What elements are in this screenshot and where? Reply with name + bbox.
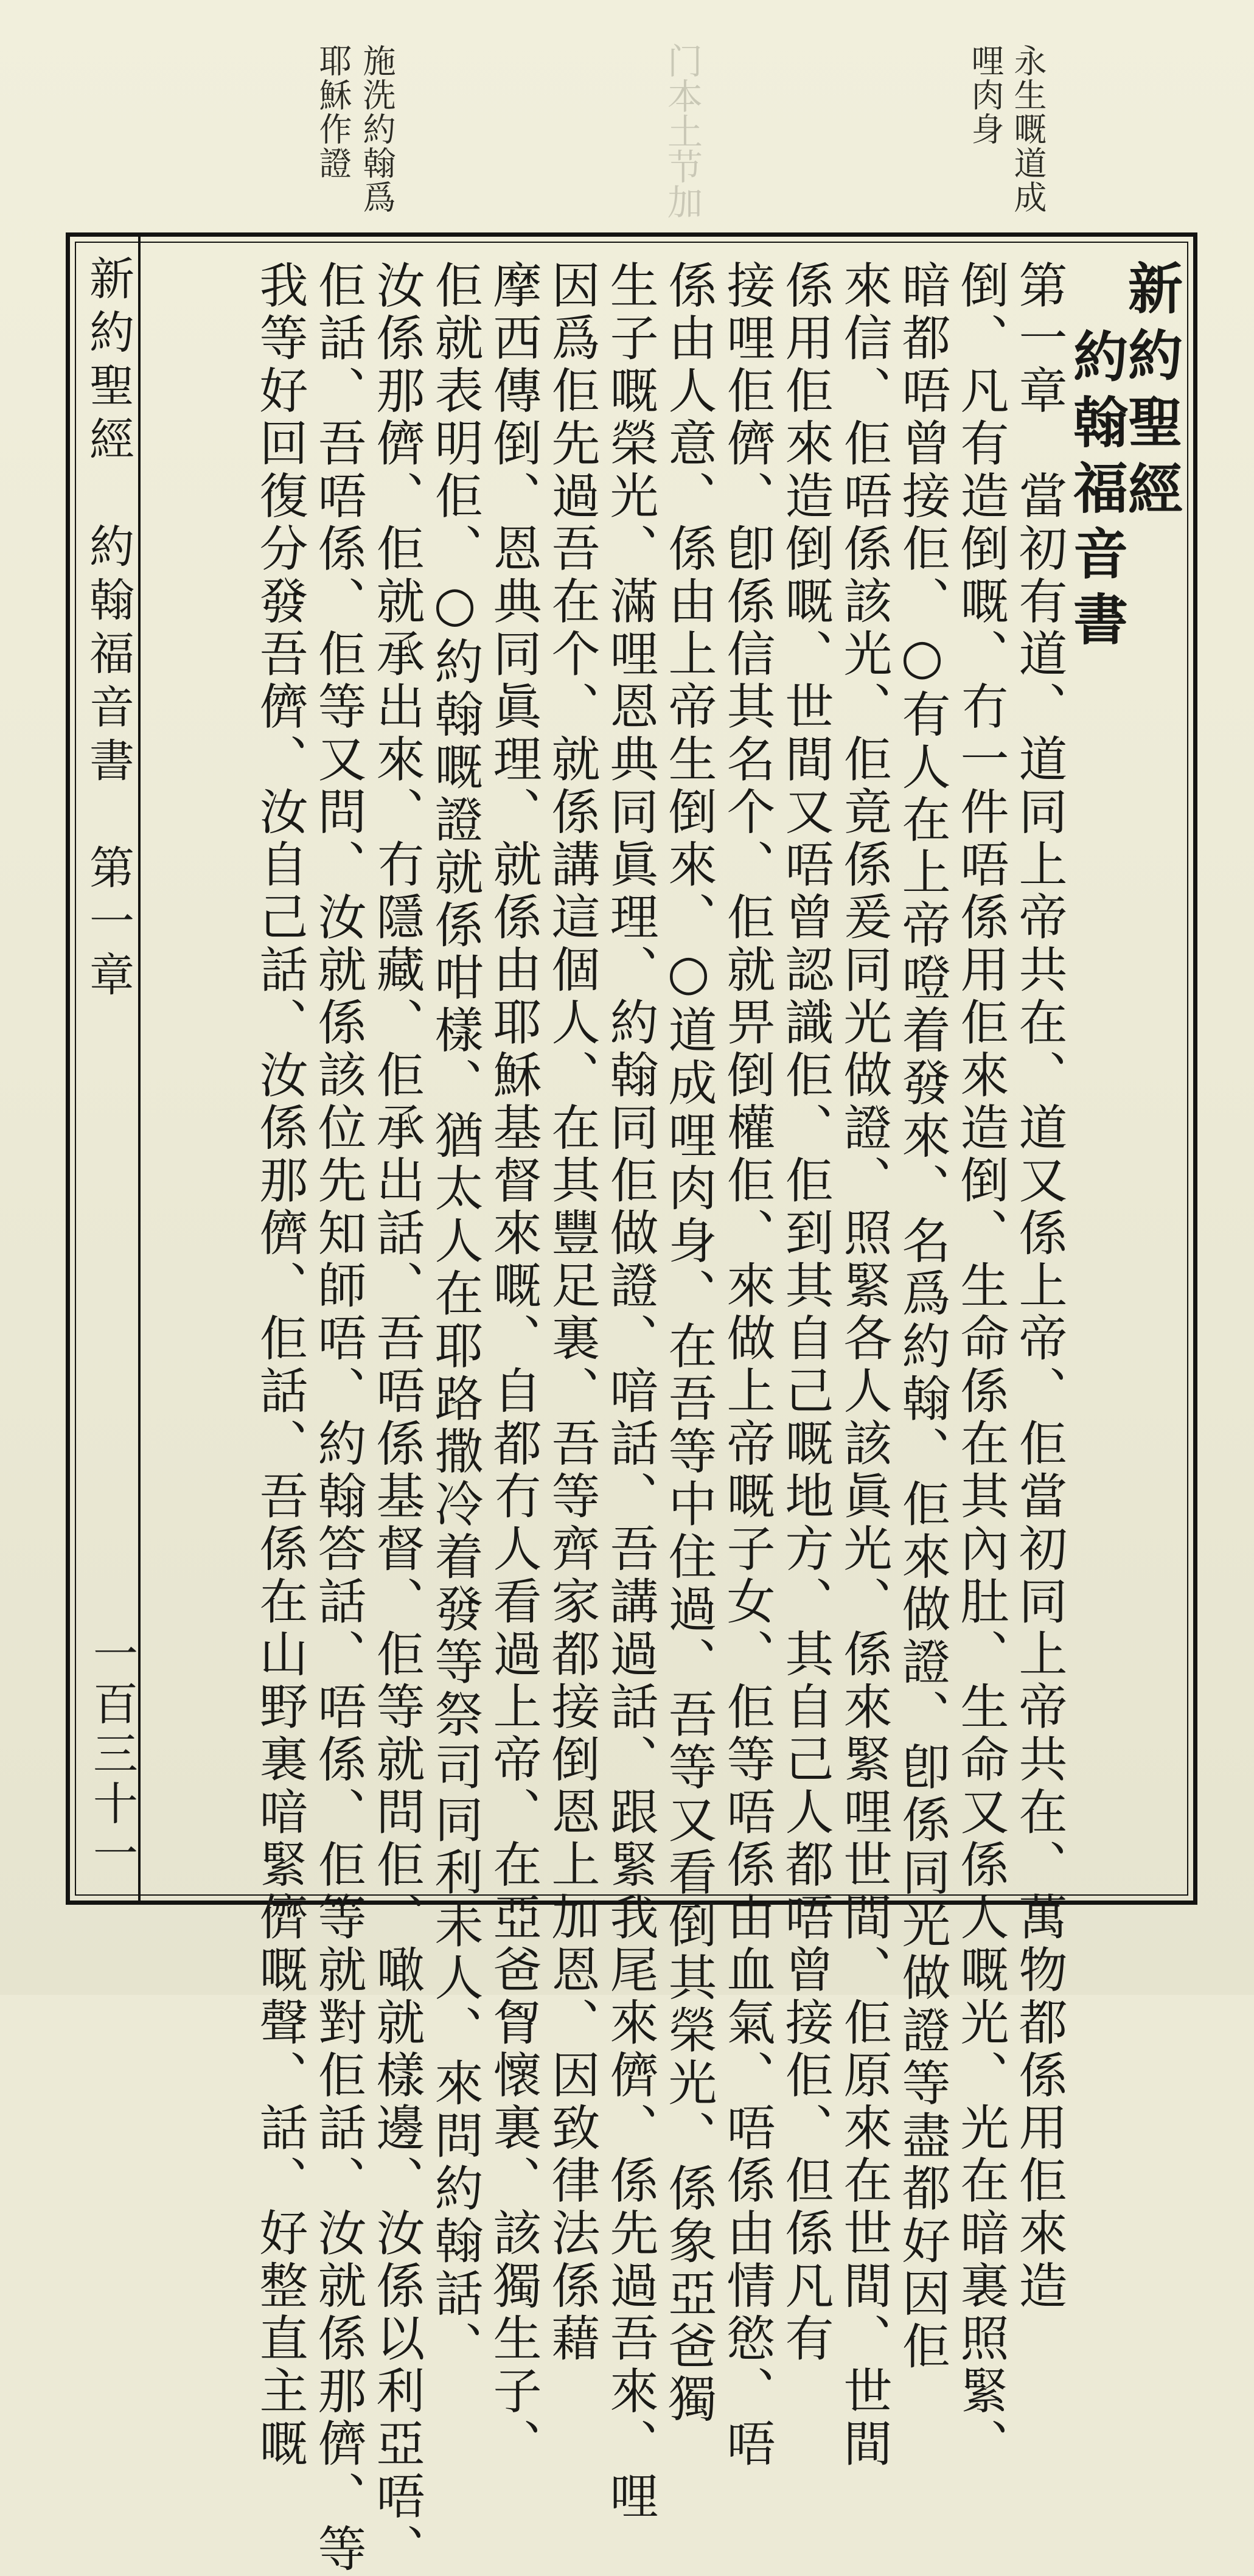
body-column-1: 第一章 當初有道、道同上帝共在、道又係上帝、佢當初同上帝共在、萬物都係用佢來造 bbox=[1011, 260, 1067, 2313]
body-column-3: 暗都唔曾接佢、○有人在上帝噔着發來、名爲約翰、佢來做證、卽係同光做證等盡都好因佢 bbox=[894, 260, 950, 2373]
book-title: 新約聖經 bbox=[1118, 260, 1183, 528]
body-column-6: 接哩佢儕、卽係信其名个、佢就畀倒權佢、來做上帝嘅子女、佢等唔係由血氣、唔係由情慾、唔 bbox=[719, 260, 775, 2471]
show-through-text: 门本土节加 bbox=[661, 43, 703, 219]
section-title: 約翰福音書 bbox=[1064, 328, 1128, 657]
body-column-5: 係用佢來造倒嘅、世間又唔曾認識佢、佢到其自己嘅地方、其自己人都唔曾接佢、但係凡有 bbox=[777, 260, 834, 2365]
body-column-8: 生子嘅榮光、滿哩恩典同眞理、約翰同佢做證、喑話、吾講過話、跟緊我尾來儕、係先過吾來、哩 bbox=[602, 260, 658, 2524]
page-number: 一百三十一 bbox=[86, 1630, 138, 1880]
margin-note-right-b: 哩肉身 bbox=[966, 44, 1005, 146]
margin-note-right-a: 永生嘅道成 bbox=[1009, 44, 1047, 214]
running-header: 新約聖經 約翰福音書 第一章 bbox=[82, 255, 134, 1005]
body-column-4: 來信、佢唔係該光、佢竟係爰同光做證、照緊各人該眞光、係來緊哩世間、佢原來在世間、世間 bbox=[835, 260, 892, 2471]
body-column-12: 汝係那儕、佢就承出來、冇隱藏、佢承出話、吾唔係基督、佢等就問佢、噉就樣邊、汝係以利亞唔、 bbox=[368, 260, 425, 2576]
margin-note-left-b: 耶穌作證 bbox=[314, 44, 352, 180]
margin-note-left-a: 施洗約翰爲 bbox=[358, 44, 396, 214]
body-column-2: 倒、凡有造倒嘅、冇一件唔係用佢來造倒、生命係在其內肚、生命又係人嘅光、光在暗裏照緊、 bbox=[952, 260, 1009, 2471]
body-column-10: 摩西傳倒、恩典同眞理、就係由耶穌基督來嘅、自都冇人看過上帝、在亞爸胷懷裏、該獨生子、 bbox=[485, 260, 542, 2471]
text-frame bbox=[66, 232, 1197, 2576]
body-column-9: 因爲佢先過吾在个、就係講這個人、在其豐足裏、吾等齊家都接倒恩上加恩、因致律法係藉 bbox=[543, 260, 600, 2365]
body-column-13: 佢話、吾唔係、佢等又問、汝就係該位先知師唔、約翰答話、唔係、佢等就對佢話、汝就係那儕、等 bbox=[310, 260, 366, 2576]
body-column-14: 我等好回復分發吾儕、汝自己話、汝係那儕、佢話、吾係在山野裏喑緊儕嘅聲、話、好整直主嘅 bbox=[251, 260, 308, 2471]
body-column-11: 佢就表明佢、○約翰嘅證就係咁樣、猶太人在耶路撒冷着發等祭司同利未人、來問約翰話、 bbox=[427, 260, 483, 2373]
body-column-7: 係由人意、係由上帝生倒來、○道成哩肉身、在吾等中住過、吾等又看倒其榮光、係象亞爸獨 bbox=[660, 260, 717, 2426]
